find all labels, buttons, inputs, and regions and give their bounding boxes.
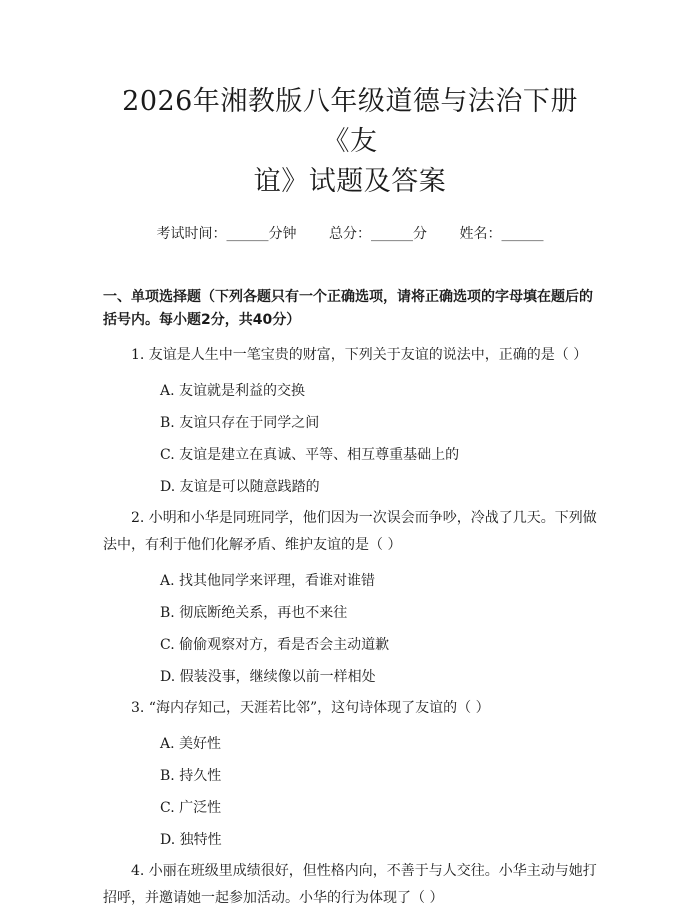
student-name: 姓名：______ bbox=[459, 226, 544, 242]
question-2-option-b: B. 彻底断绝关系，再也不来往 bbox=[160, 605, 348, 621]
question-1-option-d: D. 友谊是可以随意践踏的 bbox=[160, 479, 320, 495]
exam-meta bbox=[103, 224, 597, 244]
question-1-option-b: B. 友谊只存在于同学之间 bbox=[160, 415, 320, 431]
question-3-option-a: A. 美好性 bbox=[160, 736, 222, 752]
question-3-option-b: B. 持久性 bbox=[160, 768, 222, 784]
question-3-option-c: C. 广泛性 bbox=[160, 800, 222, 816]
question-4: 4. 小丽在班级里成绩很好，但性格内向，不善于与人交往。小华主动与她打招呼，并邀请她一起参加活动。小华的行为体现了（ ） bbox=[103, 863, 597, 906]
question-1-option-a: A. 友谊就是利益的交换 bbox=[160, 383, 306, 399]
question-2: 2. 小明和小华是同班同学，他们因为一次误会而争吵，冷战了几天。下列做法中，有利于他们化解矛盾、维护友谊的是（ ） bbox=[103, 510, 597, 553]
title-line-2: 谊》试题及答案 bbox=[253, 166, 447, 197]
question-3: 3. “海内存知己，天涯若比邻”，这句诗体现了友谊的（ ） bbox=[131, 700, 490, 716]
exam-time: 考试时间：______分钟 bbox=[156, 226, 297, 242]
section-heading: 一、单项选择题（下列各题只有一个正确选项，请将正确选项的字母填在题后的括号内。每小题2分，共40分） bbox=[103, 289, 593, 328]
document-title bbox=[103, 82, 597, 202]
question-2-option-a: A. 找其他同学来评理，看谁对谁错 bbox=[160, 573, 376, 589]
question-1: 1. 友谊是人生中一笔宝贵的财富，下列关于友谊的说法中，正确的是（ ） bbox=[131, 347, 588, 363]
title-line-1: 2026年湘教版八年级道德与法治下册《友 bbox=[122, 86, 578, 157]
question-3-option-d: D. 独特性 bbox=[160, 832, 222, 848]
question-2-option-c: C. 偷偷观察对方，看是否会主动道歉 bbox=[160, 637, 390, 653]
question-2-option-d: D. 假装没事，继续像以前一样相处 bbox=[160, 669, 376, 685]
exam-score: 总分：______分 bbox=[329, 226, 427, 242]
question-1-option-c: C. 友谊是建立在真诚、平等、相互尊重基础上的 bbox=[160, 447, 460, 463]
